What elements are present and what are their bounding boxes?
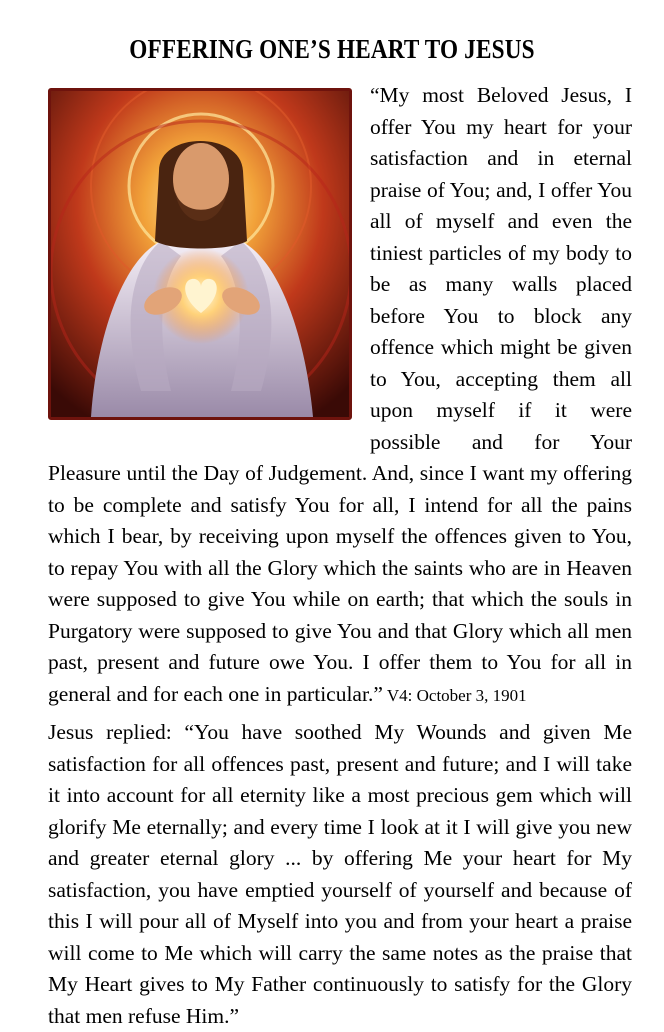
jesus-reply: Jesus replied: “You have soothed My Wounds and given Me satisfaction for all offences past, present and future; and I will take it into account for all eternity like a most precious gem which will glorify Me eternally; and every time I look at it I will give you new and greater eternal glory ... by offering Me your heart for My satisfaction, you have emptied yourself of yourself and because of this I will pour all of Myself into you and from your heart a praise will come to Me which will carry the same notes as the praise that My Heart gives to My Father continuously to satisfy for the Glory that men refuse Him.”: [48, 720, 632, 1028]
offering-prayer-text: “My most Beloved Jesus, I offer You my heart for your satisfaction and in eternal praise of You; and, I offer You all of myself and even the tiniest particles of my body to be as many walls placed before You to block any offence which might be given to You, accepting them all upon myself if it were possible and for Your Pleasure until the Day of Judgement. And, since I want my offering to be complete and satisfy You for all, I intend for all the pains which I bear, by receiving upon myself the offences given to You, to repay You with all the Glory which the saints who are in Heaven were supposed to give You while on earth; that which the souls in Purgatory were supposed to give You and that Glory which all men past, present and future owe You. I offer them to You for all in general and for each one in particular.”: [48, 83, 632, 706]
image-wrap-spacer: [48, 80, 370, 432]
body-text: [48, 80, 632, 1032]
page-title: OFFERING ONE’S HEART TO JESUS: [129, 34, 535, 64]
citation: V4: October 3, 1901: [386, 685, 527, 705]
